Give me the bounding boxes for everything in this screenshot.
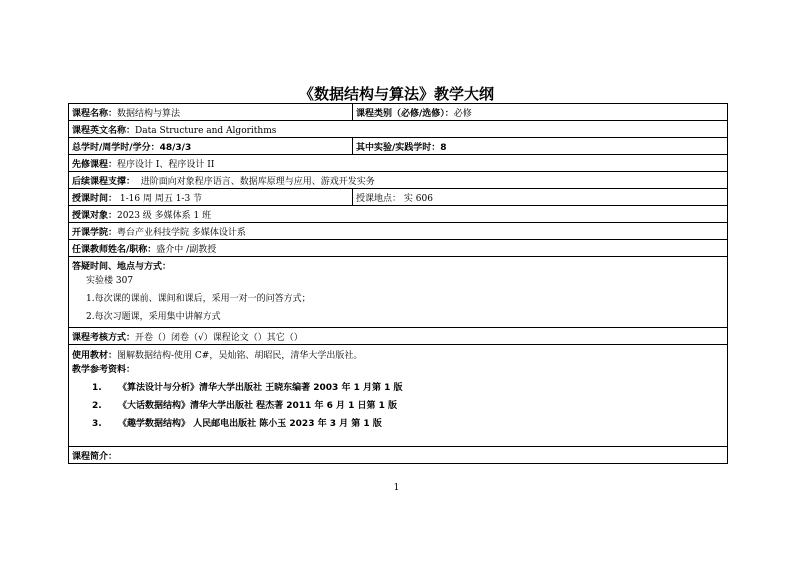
label: 使用教材： — [72, 351, 118, 361]
label: 课程简介： — [72, 451, 118, 462]
reference-item — [72, 379, 724, 397]
ref-text: 《算法设计与分析》清华大学出版社 王晓东编著 2003 年 1 月第 1 版 — [118, 383, 403, 393]
ref-text: 《大话数据结构》清华大学出版社 程杰著 2011 年 6 月 1 日第 1 版 — [118, 401, 398, 411]
row-assessment — [69, 328, 728, 345]
qa-line: 实验楼 307 — [86, 276, 134, 286]
value: 1-16 周 周五 1-3 节 — [119, 193, 203, 204]
value: 图解数据结构-使用 C#，吴灿铭、胡昭民，清华大学出版社。 — [117, 351, 363, 361]
document-title: 《数据结构与算法》教学大纲 — [298, 85, 494, 103]
value: 粤台产业科技学院 多媒体设计系 — [117, 227, 246, 238]
value: 必修 — [453, 108, 472, 119]
label: 授课时间： — [72, 193, 118, 204]
value: 48/3/3 — [159, 142, 192, 153]
ref-text: 《趣学数据结构》 人民邮电出版社 陈小玉 2023 年 3 月 第 1 版 — [118, 419, 382, 429]
label: 其中实验/实践学时： — [356, 142, 441, 153]
row-teacher — [69, 240, 728, 257]
row-followup — [69, 172, 728, 189]
value: Data Structure and Algorithms — [135, 125, 277, 136]
row-college — [69, 223, 728, 240]
label: 先修课程： — [72, 159, 118, 170]
label: 课程英文名称： — [72, 125, 136, 136]
value: 数据结构与算法 — [117, 108, 181, 119]
label: 教学参考资料： — [72, 365, 136, 375]
row-qa — [69, 257, 728, 328]
row-course-name — [69, 104, 728, 121]
reference-item — [72, 415, 724, 433]
label: 课程名称： — [72, 108, 118, 119]
qa-line: 1.每次课的课前、课间和课后，采用一对一的问答方式； — [86, 294, 311, 304]
value: 盛介中 /副教授 — [156, 244, 217, 255]
value: 2023 级 多媒体系 1 班 — [117, 210, 212, 221]
row-intro — [69, 447, 728, 464]
row-materials — [69, 345, 728, 447]
label: 后续课程支撑： — [72, 176, 136, 187]
reference-item — [72, 397, 724, 415]
page-number: 1 — [393, 483, 400, 493]
value: 程序设计 I、程序设计 II — [117, 159, 215, 170]
label: 课程考核方式： — [72, 332, 136, 343]
row-hours — [69, 138, 728, 155]
label: 任课教师姓名/职称： — [72, 244, 157, 255]
row-target — [69, 206, 728, 223]
value: 8 — [440, 142, 447, 153]
value: 实 606 — [403, 193, 433, 204]
label: 课程类别（必修/选修）： — [356, 108, 454, 119]
label: 开课学院： — [72, 227, 118, 238]
label: 总学时/周学时/学分： — [72, 142, 160, 153]
value: 开卷（）闭卷（√）课程论文（）其它（） — [135, 332, 303, 343]
value: 进阶面向对象程序语言、数据库原理与应用、游戏开发实务 — [140, 176, 375, 187]
qa-line: 2.每次习题课，采用集中讲解方式 — [86, 312, 221, 322]
ref-number: 2. — [92, 401, 102, 411]
row-english-name — [69, 121, 728, 138]
label: 授课地点： — [356, 193, 402, 204]
syllabus-table — [68, 103, 728, 464]
row-time — [69, 189, 728, 206]
label: 授课对象： — [72, 210, 118, 221]
label: 答疑时间、地点与方式： — [72, 262, 172, 272]
row-prereq — [69, 155, 728, 172]
ref-number: 3. — [92, 419, 102, 429]
ref-number: 1. — [92, 383, 102, 393]
